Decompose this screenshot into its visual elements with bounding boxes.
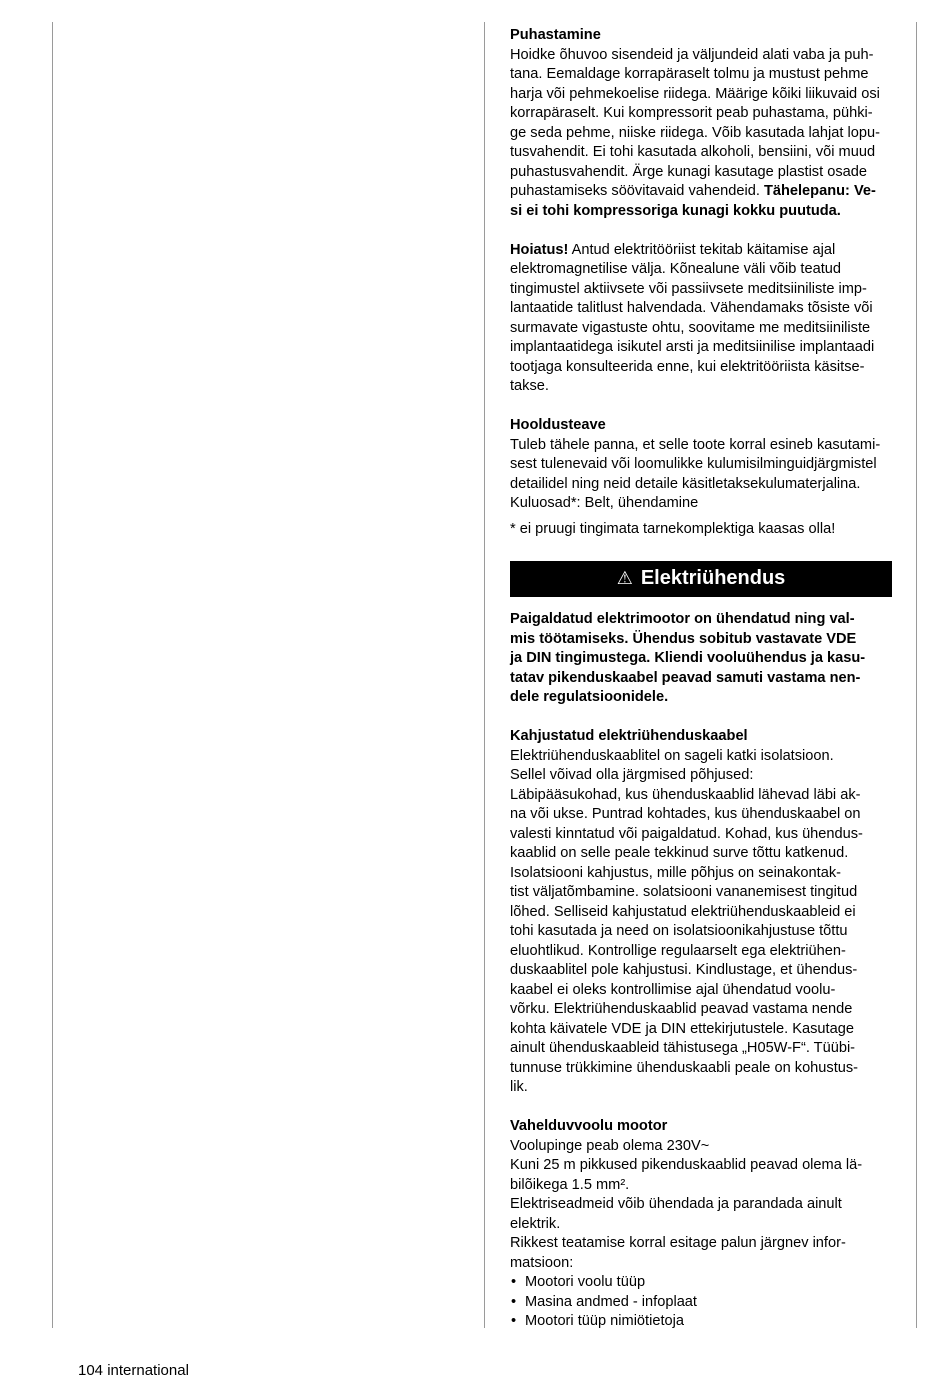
maintenance-line: detailidel ning neid detaile käsitletaksekulumaterjalina. — [510, 475, 861, 492]
warning-line: tootjaga konsulteerida enne, kui elektritööriista käsitse- — [510, 358, 865, 375]
cleaning-section — [510, 26, 892, 221]
cable-line: võrku. Elektriühenduskaablid peavad vastama nende — [510, 1001, 853, 1017]
cable-line: ainult ühenduskaableid tähistusega „H05W-F“. Tüübi- — [510, 1040, 856, 1056]
motor-heading: Vahelduvvoolu mootor — [510, 1118, 668, 1134]
cable-line: kaablid on selle peale tekkinud surve tõttu katkenud. — [510, 845, 849, 861]
maintenance-line: Kuluosad*: Belt, ühendamine — [510, 495, 699, 511]
cable-line: duskaablitel pole kahjustusi. Kindlustage, et ühendus- — [510, 962, 858, 978]
cleaning-line: Hoidke õhuvoo sisendeid ja väljundeid alati vaba ja puh- — [510, 46, 874, 63]
motor-line: Kuni 25 m pikkused pikenduskaablid peavad olema lä- — [510, 1157, 863, 1173]
intro-line: ja DIN tingimustega. Kliendi vooluühendus ja kasu- — [510, 650, 866, 666]
intro-section — [510, 610, 892, 708]
banner-title: Elektriühendus — [640, 567, 786, 590]
cable-line: lõhed. Selliseid kahjustatud elektriühenduskaableid ei — [510, 903, 856, 920]
list-item: • Mootori tüüp nimiötietoja — [510, 1312, 892, 1332]
cleaning-line — [510, 182, 892, 202]
motor-line: matsioon: — [510, 1254, 574, 1271]
motor-line: bilõikega 1.5 mm². — [510, 1176, 630, 1193]
cleaning-line: puhastusvahendit. Ärge kunagi kasutage plastist osade — [510, 163, 867, 180]
cable-line: tohi kasutada ja need on isolatsioonikahjustuse tõttu — [510, 923, 848, 939]
left-margin-rule — [52, 22, 53, 1328]
cable-line: Isolatsiooni kahjustus, mille põhjus on seinakontak- — [510, 864, 841, 881]
cleaning-water-warning: si ei tohi kompressoriga kunagi kokku puutuda. — [510, 202, 841, 219]
cable-line: Elektriühenduskaablitel on sageli katki isolatsioon. — [510, 747, 834, 764]
maintenance-line: sest tulenevaid või loomulikke kulumisilminguidjärgmistel — [510, 456, 877, 472]
electrical-connection-banner — [510, 561, 892, 597]
cable-section — [510, 727, 892, 1098]
warning-triangle-icon: ⚠ — [616, 568, 633, 589]
maintenance-section — [510, 416, 892, 539]
intro-line: Paigaldatud elektrimootor on ühendatud ning val- — [510, 611, 855, 627]
right-text-column — [510, 26, 892, 1332]
warning-line — [510, 241, 892, 261]
cleaning-line: harja või pehmekoelise riidega. Määrige kõiki liikuvaid osi — [510, 85, 880, 102]
cleaning-line: tusvahendit. Ei tohi kasutada alkoholi, bensiini, või muud — [510, 144, 876, 160]
motor-line: Voolupinge peab olema 230V~ — [510, 1137, 710, 1154]
cable-line: Sellel võivad olla järgmised põhjused: — [510, 767, 754, 783]
warning-line: surmavate vigastuste ohtu, soovitame me meditsiiniliste — [510, 319, 871, 336]
page-footer: 104 international — [78, 1362, 189, 1379]
cleaning-line-plain: puhastamiseks söövitavaid vahendeid. — [510, 183, 764, 199]
warning-label: Hoiatus! — [510, 241, 569, 258]
attention-label: Tähelepanu: Ve- — [763, 183, 876, 199]
cleaning-line: tana. Eemaldage korrapäraselt tolmu ja mustust pehme — [510, 66, 869, 82]
center-column-rule — [484, 22, 485, 1328]
warning-line: tingimustel aktiivsete või passiivsete meditsiiniliste imp- — [510, 280, 867, 297]
cable-line: kohta käivatele VDE ja DIN ettekirjutustele. Kasutage — [510, 1020, 854, 1037]
motor-info-list — [510, 1273, 892, 1332]
cleaning-line: korrapäraselt. Kui kompressorit peab puhastama, pühki- — [510, 105, 873, 121]
list-item: • Mootori voolu tüüp — [510, 1273, 892, 1293]
warning-line: elektromagnetilise välja. Kõnealune väli võib teatud — [510, 261, 841, 277]
motor-line: Rikkest teatamise korral esitage palun järgnev infor- — [510, 1235, 846, 1251]
right-margin-rule — [916, 22, 917, 1328]
cable-line: tunnuse trükkimine ühenduskaabli peale on kohustus- — [510, 1059, 859, 1076]
intro-line: mis töötamiseks. Ühendus sobitub vastavate VDE — [510, 630, 857, 647]
maintenance-line: Tuleb tähele panna, et selle toote korral esineb kasutami- — [510, 436, 881, 453]
cable-line: kaabel ei oleks kontrollimise ajal ühendatud voolu- — [510, 981, 836, 998]
cable-line: Läbipääsukohad, kus ühenduskaablid lähevad läbi ak- — [510, 786, 861, 803]
list-item: • Masina andmed - infoplaat — [510, 1293, 892, 1313]
intro-line: tatav pikenduskaabel peavad samuti vastama nen- — [510, 669, 861, 686]
cable-line: tist väljatõmbamine. solatsiooni vananemisest tingitud — [510, 884, 858, 900]
cable-line: na või ukse. Puntrad kohtades, kus ühenduskaabel on — [510, 806, 861, 822]
warning-line: lantaatide talitlust halvendada. Vähendamaks tõsiste või — [510, 300, 873, 316]
cable-line: lik. — [510, 1079, 528, 1095]
cleaning-heading: Puhastamine — [510, 27, 601, 43]
cleaning-line: ge seda pehme, niiske riidega. Võib kasutada lahjat lopu- — [510, 124, 880, 141]
warning-section — [510, 241, 892, 397]
maintenance-footnote: * ei pruugi tingimata tarnekomplektiga kaasas olla! — [510, 520, 836, 537]
warning-line: implantaatidega isikutel arsti ja meditsiinilise implantaadi — [510, 339, 875, 355]
cable-line: eluohtlikud. Kontrollige regulaarselt ega elektriühen- — [510, 942, 846, 959]
intro-line: dele regulatsioonidele. — [510, 689, 669, 705]
maintenance-heading: Hooldusteave — [510, 417, 606, 433]
warning-first-line: Antud elektritööriist tekitab käitamise ajal — [568, 241, 836, 258]
cable-line: valesti kinntatud või paigaldatud. Kohad, kus ühendus- — [510, 825, 863, 842]
motor-section — [510, 1117, 892, 1332]
motor-line: elektrik. — [510, 1215, 561, 1232]
motor-line: Elektriseadmeid võib ühendada ja parandada ainult — [510, 1196, 842, 1212]
cable-heading: Kahjustatud elektriühenduskaabel — [510, 728, 748, 744]
warning-line: takse. — [510, 378, 549, 394]
